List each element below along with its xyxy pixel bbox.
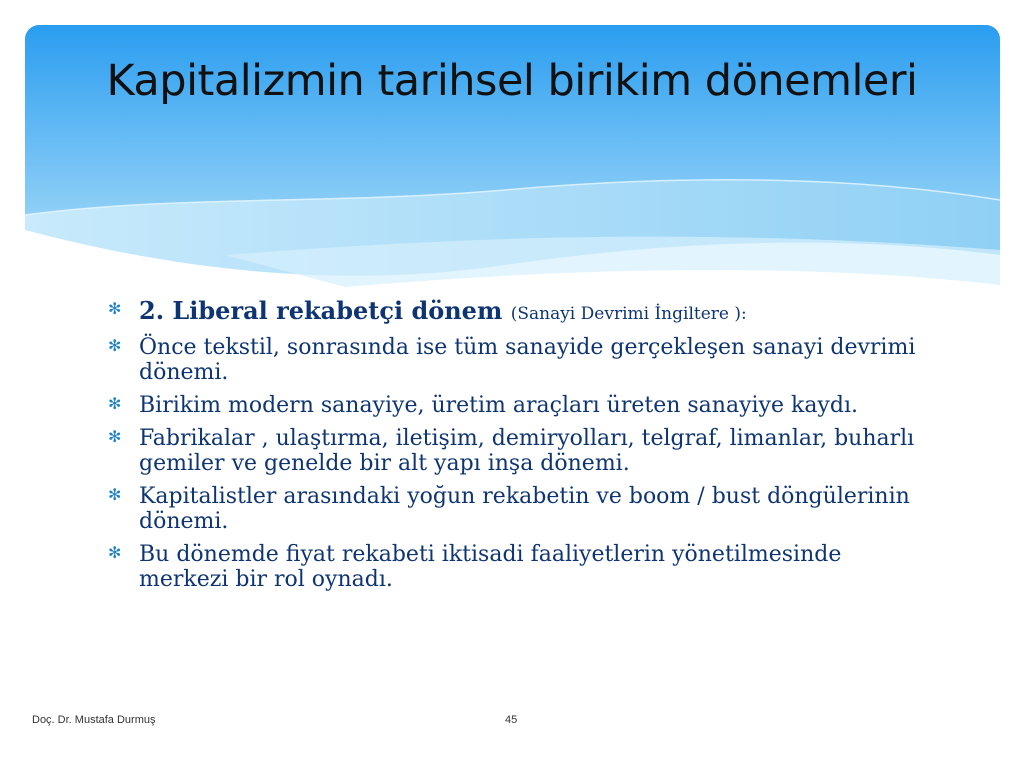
bullet-text: Kapitalistler arasındaki yoğun rekabetin ve boom / bust döngülerinin dönemi. <box>139 484 910 534</box>
bullet-text: Birikim modern sanayiye, üretim araçları üreten sanayiye kaydı. <box>139 393 858 418</box>
asterisk-icon: ✻ <box>108 543 122 562</box>
bullet-item <box>108 484 928 534</box>
page-number: 45 <box>505 714 518 726</box>
asterisk-icon: ✻ <box>108 299 122 318</box>
bullet-item <box>108 298 928 327</box>
footer-author: Doç. Dr. Mustafa Durmuş <box>32 714 156 726</box>
bullet-heading: 2. Liberal rekabetçi dönem <box>139 296 511 325</box>
bullet-list <box>108 298 928 600</box>
asterisk-icon: ✻ <box>108 394 122 413</box>
asterisk-icon: ✻ <box>108 485 122 504</box>
bullet-subheading: (Sanayi Devrimi İngiltere ): <box>510 304 747 324</box>
bullet-text: Fabrikalar , ulaştırma, iletişim, demiryolları, telgraf, limanlar, buharlı gemiler ve genelde bir alt yapı inşa dönemi. <box>139 426 915 476</box>
bullet-text: Önce tekstil, sonrasında ise tüm sanayide gerçekleşen sanayi devrimi dönemi. <box>139 335 916 385</box>
bullet-text: Bu dönemde fiyat rekabeti iktisadi faaliyetlerin yönetilmesinde merkezi bir rol oynadı. <box>139 542 842 592</box>
slide-title: Kapitalizmin tarihsel birikim dönemleri <box>106 56 918 106</box>
bullet-item <box>108 335 928 385</box>
asterisk-icon: ✻ <box>108 336 122 355</box>
bullet-item <box>108 542 928 592</box>
bullet-item <box>108 393 928 418</box>
bullet-item <box>108 426 928 476</box>
asterisk-icon: ✻ <box>108 427 122 446</box>
